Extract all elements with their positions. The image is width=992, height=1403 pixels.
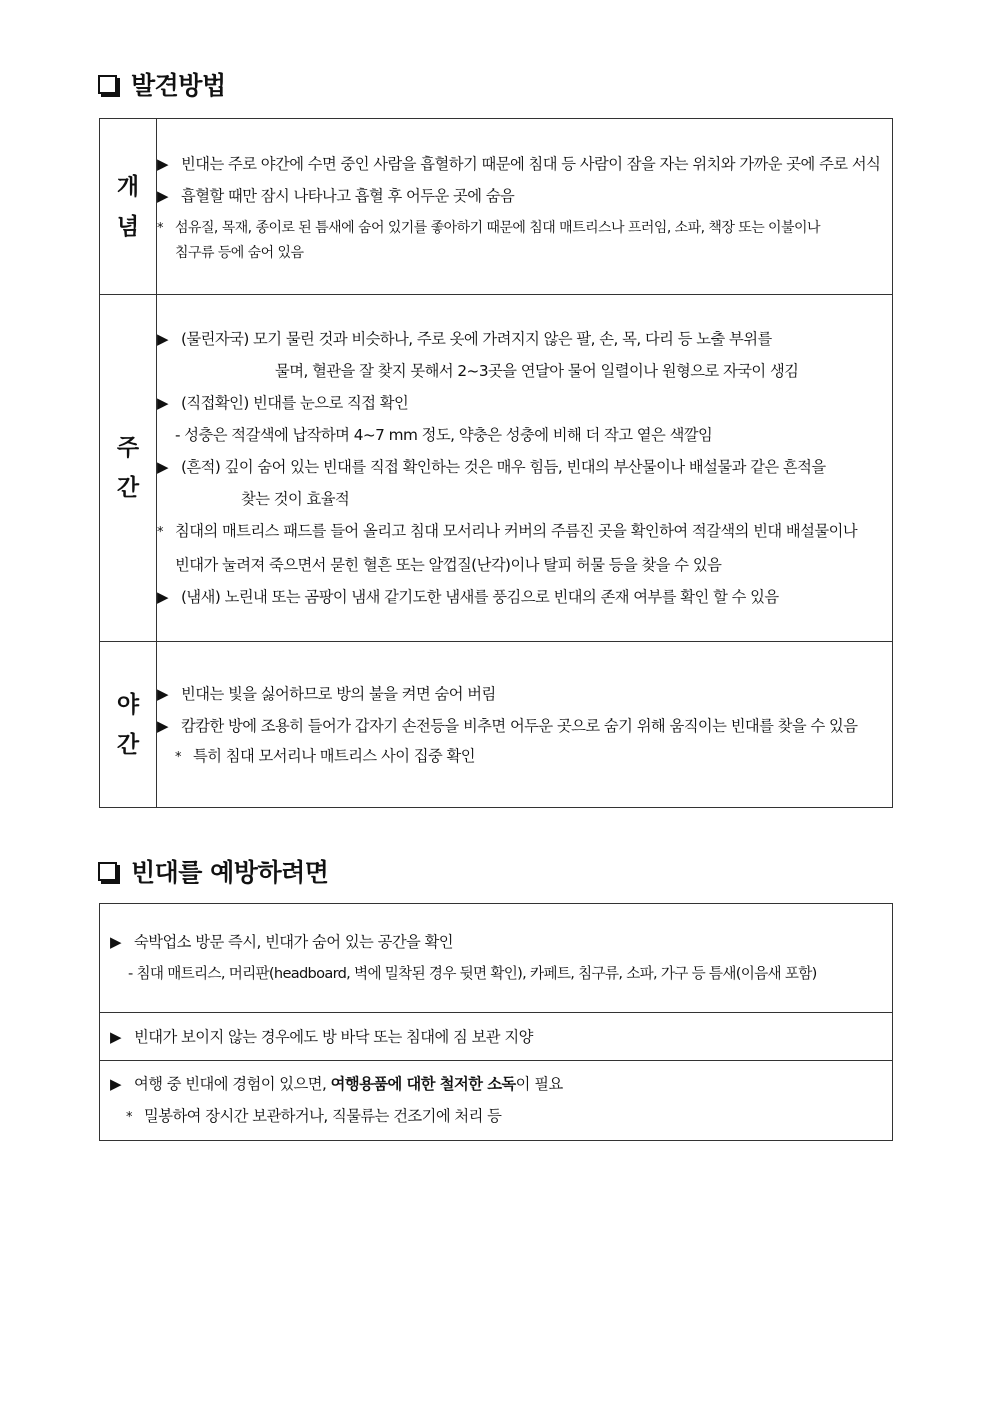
asterisk-icon: * — [126, 1109, 132, 1125]
list-item: ▶ 캄캄한 방에 조용히 들어가 갑자기 손전등을 비추면 어두운 곳으로 숨기 위해 움직이는 빈대를 찾을 수 있음 — [157, 710, 892, 742]
list-item-continued: 물며, 혈관을 잘 찾지 못해서 2~3곳을 연달아 물어 일렬이나 원형으로 자국이 생김 — [275, 362, 799, 380]
sub-item: - 성충은 적갈색에 납작하며 4~7 mm 정도, 약충은 성충에 비해 더 작고 옅은 색깔임 — [175, 426, 713, 444]
emphasis-text: 여행용품에 대한 철저한 소독 — [330, 1074, 516, 1093]
triangle-bullet-icon: ▶ — [157, 716, 168, 735]
checkbox-icon — [98, 75, 117, 94]
triangle-bullet-icon: ▶ — [110, 1027, 121, 1046]
prevention-box-3 — [100, 1061, 893, 1141]
list-item: ▶ 빈대는 빛을 싫어하므로 방의 불을 켜면 숨어 버림 — [157, 678, 892, 710]
asterisk-icon: * — [175, 749, 181, 765]
section-title-prevention — [98, 853, 328, 889]
row-content-concept — [157, 119, 893, 295]
row-content-night — [157, 642, 893, 808]
triangle-bullet-icon: ▶ — [157, 394, 168, 412]
triangle-bullet-icon: ▶ — [157, 155, 168, 173]
triangle-bullet-icon: ▶ — [110, 1074, 121, 1093]
asterisk-icon: * — [157, 221, 163, 236]
list-item: ▶ (냄새) 노린내 또는 곰팡이 냄새 같기도한 냄새를 풍김으로 빈대의 존재 여부를 확인 할 수 있음 — [157, 581, 892, 613]
note-item: * 특히 침대 모서리나 매트리스 사이 집중 확인 — [157, 742, 892, 772]
prevention-table — [99, 903, 893, 1141]
note-item-continued: 빈대가 눌려져 죽으면서 묻힌 혈흔 또는 알껍질(난각)이나 탈피 허물 등을 찾을 수 있음 — [175, 556, 722, 574]
checkbox-icon — [98, 862, 117, 881]
triangle-bullet-icon: ▶ — [157, 684, 168, 703]
note-item: * 밀봉하여 장시간 보관하거나, 직물류는 건조기에 처리 등 — [110, 1100, 884, 1134]
row-label-night: 야 간 — [100, 642, 157, 808]
section-title-text: 발견방법 — [131, 71, 226, 100]
table-row-night — [100, 642, 893, 808]
note-item: * 침대의 매트리스 패드를 들어 올리고 침대 모서리나 커버의 주름진 곳을 확인하여 적갈색의 빈대 배설물이나 — [157, 515, 892, 549]
table-row — [100, 1013, 893, 1061]
list-item: ▶ (물린자국) 모기 물린 것과 비슷하나, 주로 옷에 가려지지 않은 팔, 손, 목, 다리 등 노출 부위를 — [157, 323, 892, 355]
list-item-continued: 찾는 것이 효율적 — [241, 490, 350, 508]
prevention-box-2 — [100, 1013, 893, 1061]
list-item: ▶ 여행 중 빈대에 경험이 있으면, 여행용품에 대한 철저한 소독이 필요 — [110, 1068, 884, 1100]
list-item: ▶ 빈대가 보이지 않는 경우에도 방 바닥 또는 침대에 짐 보관 지양 — [110, 1021, 884, 1053]
triangle-bullet-icon: ▶ — [110, 933, 121, 951]
list-item: ▶ 숙박업소 방문 즉시, 빈대가 숨어 있는 공간을 확인 — [110, 926, 884, 958]
triangle-bullet-icon: ▶ — [157, 588, 168, 606]
triangle-bullet-icon: ▶ — [157, 458, 168, 476]
row-content-day — [157, 295, 893, 642]
asterisk-icon: * — [157, 525, 163, 540]
triangle-bullet-icon: ▶ — [157, 187, 168, 205]
section-title-text: 빈대를 예방하려면 — [131, 858, 329, 887]
sub-item: - 침대 매트리스, 머리판(headboard, 벽에 밀착된 경우 뒷면 확인), 카페트, 침구류, 소파, 가구 등 틈새(이음새 포함) — [128, 965, 817, 982]
list-item: ▶ 빈대는 주로 야간에 수면 중인 사람을 흡혈하기 때문에 침대 등 사람이 잠을 자는 위치와 가까운 곳에 주로 서식 — [157, 148, 892, 180]
list-item: ▶ 흡혈할 때만 잠시 나타나고 흡혈 후 어두운 곳에 숨음 — [157, 180, 892, 212]
list-item: ▶ (흔적) 깊이 숨어 있는 빈대를 직접 확인하는 것은 매우 힘듬, 빈대의 부산물이나 배설물과 같은 흔적을 — [157, 451, 892, 483]
table-row — [100, 1061, 893, 1141]
table-row-concept — [100, 119, 893, 295]
prevention-box-1 — [100, 904, 893, 1013]
discovery-table — [99, 118, 893, 808]
note-item-continued: 침구류 등에 숨어 있음 — [175, 245, 304, 261]
section-title-discovery — [98, 66, 226, 102]
row-label-concept: 개 념 — [100, 119, 157, 295]
triangle-bullet-icon: ▶ — [157, 330, 168, 348]
table-row-day — [100, 295, 893, 642]
list-item: ▶ (직접확인) 빈대를 눈으로 직접 확인 — [157, 387, 892, 419]
table-row — [100, 904, 893, 1013]
note-item: * 섬유질, 목재, 종이로 된 틈새에 숨어 있기를 좋아하기 때문에 침대 매트리스나 프러임, 소파, 책장 또는 이불이나 — [157, 216, 892, 241]
row-label-day: 주 간 — [100, 295, 157, 642]
